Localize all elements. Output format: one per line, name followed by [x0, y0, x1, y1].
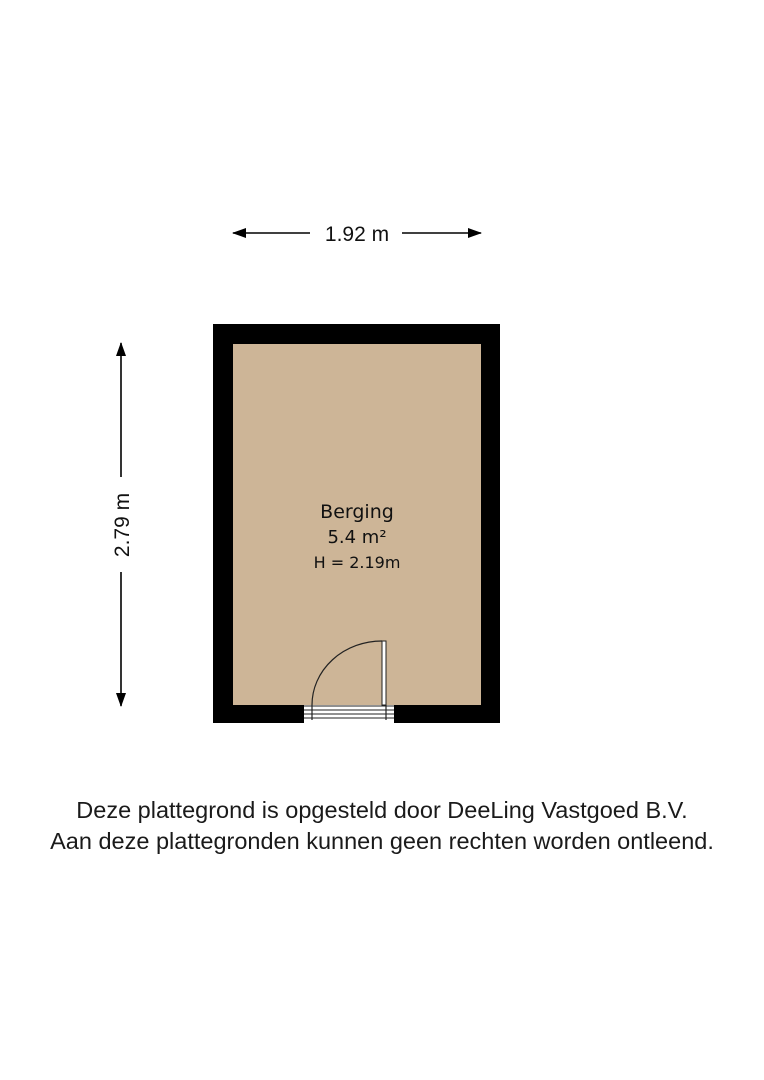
- room-area: 5.4 m²: [327, 527, 387, 548]
- height-dimension: [111, 343, 134, 706]
- room-height: H = 2.19m: [313, 553, 401, 572]
- disclaimer-line-2: Aan deze plattegronden kunnen geen rechten worden ontleend.: [50, 828, 714, 854]
- room-name: Berging: [320, 501, 394, 523]
- disclaimer: [0, 795, 764, 857]
- width-dimension: [233, 223, 481, 246]
- width-label: 1.92 m: [324, 223, 390, 246]
- room-floor: [233, 344, 481, 705]
- disclaimer-line-1: Deze plattegrond is opgesteld door DeeLing Vastgoed B.V.: [76, 797, 688, 823]
- door-leaf: [382, 641, 386, 705]
- height-label: 2.79 m: [111, 492, 134, 558]
